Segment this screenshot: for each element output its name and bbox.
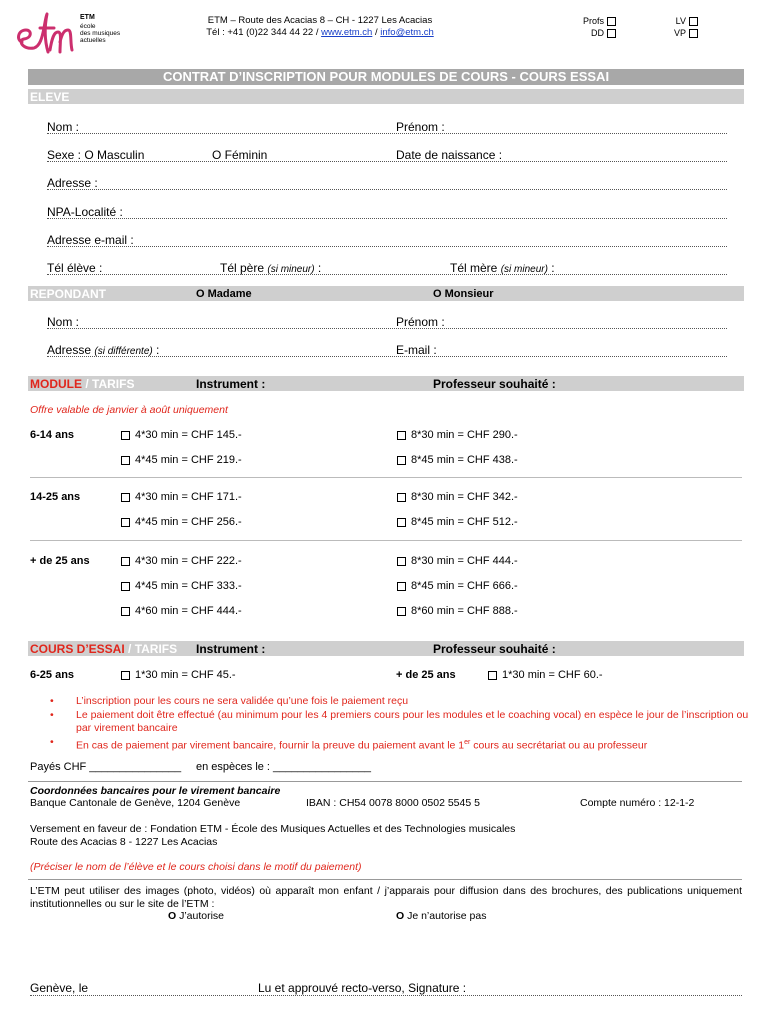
module-option[interactable]: 8*45 min = CHF 512.- xyxy=(397,516,518,528)
signature-label: Lu et approuvé recto-verso, Signature : xyxy=(258,981,467,995)
eleve-naissance-field[interactable] xyxy=(47,161,727,162)
eleve-sexe-masculin[interactable]: Sexe : O Masculin xyxy=(47,148,145,162)
module-option[interactable]: 4*45 min = CHF 333.- xyxy=(121,580,242,592)
eleve-adresse-field[interactable] xyxy=(47,189,727,190)
section-eleve-label: ELEVE xyxy=(30,90,70,104)
logo-subtitle: école des musiques actuelles xyxy=(80,23,121,44)
payment-reference-note: (Préciser le nom de l’élève et le cours choisi dans le motif du paiement) xyxy=(30,861,362,873)
essai-professeur-label: Professeur souhaité : xyxy=(433,642,556,656)
eleve-email-field[interactable] xyxy=(47,246,727,247)
module-option[interactable]: 8*30 min = CHF 444.- xyxy=(397,555,518,567)
module-option[interactable]: 8*45 min = CHF 438.- xyxy=(397,454,518,466)
module-professeur-label: Professeur souhaité : xyxy=(433,377,556,391)
website-link[interactable]: www.etm.ch xyxy=(321,27,373,38)
signature-field[interactable] xyxy=(30,995,742,996)
essai-option[interactable]: 1*30 min = CHF 60.- xyxy=(488,669,603,681)
section-essai-label: COURS D’ESSAI / TARIFS xyxy=(30,642,178,656)
versement-line2: Route des Acacias 8 - 1227 Les Acacias xyxy=(30,836,218,848)
eleve-npa-field[interactable] xyxy=(47,218,727,219)
condition-item: • En cas de paiement par virement bancaire, fournir la preuve du paiement avant le 1er cours au secrétariat ou au professeur xyxy=(50,736,750,753)
eleve-npa-label: NPA-Localité : xyxy=(47,205,123,219)
section-eleve xyxy=(28,89,744,104)
header-address: ETM – Route des Acacias 8 – CH - 1227 Les Acacias Tél : +41 (0)22 344 44 22 / www.etm.ch / info@etm.ch xyxy=(206,15,434,38)
eleve-prenom-label: Prénom : xyxy=(396,120,445,134)
essai-instrument-label: Instrument : xyxy=(196,642,266,656)
bank-title: Coordonnées bancaires pour le virement bancaire xyxy=(30,785,281,797)
module-option[interactable]: 8*30 min = CHF 342.- xyxy=(397,491,518,503)
eleve-nom-field[interactable] xyxy=(47,133,727,134)
module-option[interactable]: 8*60 min = CHF 888.- xyxy=(397,605,518,617)
section-module-label: MODULE / TARIFS xyxy=(30,377,135,391)
versement-line1: Versement en faveur de : Fondation ETM - École des Musiques Actuelles et des Technologies musicales xyxy=(30,823,516,835)
module-option[interactable]: 8*45 min = CHF 666.- xyxy=(397,580,518,592)
module-offer-note: Offre valable de janvier à août uniquement xyxy=(30,404,228,416)
lv-checkbox[interactable] xyxy=(689,17,698,26)
module-age-25-plus: + de 25 ans xyxy=(30,555,90,567)
divider xyxy=(30,540,742,541)
cash-date-field[interactable]: en espèces le : ________________ xyxy=(196,761,371,773)
repondant-madame[interactable]: O Madame xyxy=(196,288,252,300)
eleve-sexe-feminin[interactable]: O Féminin xyxy=(212,148,268,162)
conditions-list xyxy=(50,695,750,753)
consent-yes-option[interactable]: O J’autorise xyxy=(168,910,225,922)
dd-checkbox[interactable] xyxy=(607,29,616,38)
page-title: CONTRAT D’INSCRIPTION POUR MODULES DE COURS - COURS ESSAI xyxy=(28,69,744,85)
image-consent-text: L’ETM peut utiliser des images (photo, vidéos) où apparaît mon enfant / j’apparais pour diffusion dans des brochures, des publications uniquement institutionnelles ou sur le site de l’ETM : xyxy=(30,885,742,910)
repondant-adresse-field[interactable] xyxy=(47,356,727,357)
module-option[interactable]: 4*45 min = CHF 256.- xyxy=(121,516,242,528)
repondant-monsieur[interactable]: O Monsieur xyxy=(433,288,494,300)
email-link[interactable]: info@etm.ch xyxy=(380,27,434,38)
eleve-naissance-label: Date de naissance : xyxy=(396,148,503,162)
module-option[interactable]: 8*30 min = CHF 290.- xyxy=(397,429,518,441)
paid-chf-field[interactable]: Payés CHF _______________ xyxy=(30,761,182,773)
eleve-email-label: Adresse e-mail : xyxy=(47,233,134,247)
logo-name: ETM xyxy=(80,14,95,21)
divider xyxy=(30,477,742,478)
divider xyxy=(28,879,742,880)
profs-checkbox[interactable] xyxy=(607,17,616,26)
vp-checkbox[interactable] xyxy=(689,29,698,38)
header-options-right: LV VP xyxy=(662,15,698,39)
essai-age-25-plus: + de 25 ans xyxy=(396,669,456,681)
module-option[interactable]: 4*45 min = CHF 219.- xyxy=(121,454,242,466)
condition-item: • Le paiement doit être effectué (au minimum pour les 4 premiers cours pour les modules et le coaching vocal) en espèce le jour de l’inscription ou par virement bancaire xyxy=(50,709,750,736)
signature-place-label: Genève, le xyxy=(30,981,89,995)
bank-iban: IBAN : CH54 0078 8000 0502 5545 5 xyxy=(306,797,480,809)
consent-no-option[interactable]: O Je n’autorise pas xyxy=(396,910,487,922)
module-age-6-14: 6-14 ans xyxy=(30,429,75,441)
bank-account: Compte numéro : 12-1-2 xyxy=(580,797,695,809)
repondant-nom-field[interactable] xyxy=(47,328,727,329)
repondant-email-label: E-mail : xyxy=(396,343,437,357)
eleve-adresse-label: Adresse : xyxy=(47,176,98,190)
repondant-prenom-label: Prénom : xyxy=(396,315,445,329)
module-option[interactable]: 4*30 min = CHF 171.- xyxy=(121,491,242,503)
essai-option[interactable]: 1*30 min = CHF 45.- xyxy=(121,669,236,681)
section-repondant-label: REPONDANT xyxy=(30,287,107,301)
repondant-nom-label: Nom : xyxy=(47,315,80,329)
eleve-tel-mere-label: Tél mère (si mineur) : xyxy=(450,261,555,275)
module-option[interactable]: 4*30 min = CHF 145.- xyxy=(121,429,242,441)
section-module xyxy=(28,376,744,391)
repondant-adresse-label: Adresse (si différente) : xyxy=(47,343,160,357)
module-option[interactable]: 4*30 min = CHF 222.- xyxy=(121,555,242,567)
module-option[interactable]: 4*60 min = CHF 444.- xyxy=(121,605,242,617)
eleve-tel-field[interactable] xyxy=(47,274,727,275)
eleve-nom-label: Nom : xyxy=(47,120,80,134)
divider xyxy=(28,781,742,782)
essai-age-6-25: 6-25 ans xyxy=(30,669,75,681)
eleve-tel-label: Tél élève : xyxy=(47,261,103,275)
module-age-14-25: 14-25 ans xyxy=(30,491,81,503)
eleve-tel-pere-label: Tél père (si mineur) : xyxy=(220,261,322,275)
etm-logo-mark xyxy=(14,8,80,58)
section-repondant xyxy=(28,286,744,301)
condition-item: • L’inscription pour les cours ne sera validée qu’une fois le paiement reçu xyxy=(50,695,750,709)
module-instrument-label: Instrument : xyxy=(196,377,266,391)
header-options-left: Profs DD xyxy=(577,15,616,39)
bank-name: Banque Cantonale de Genève, 1204 Genève xyxy=(30,797,241,809)
